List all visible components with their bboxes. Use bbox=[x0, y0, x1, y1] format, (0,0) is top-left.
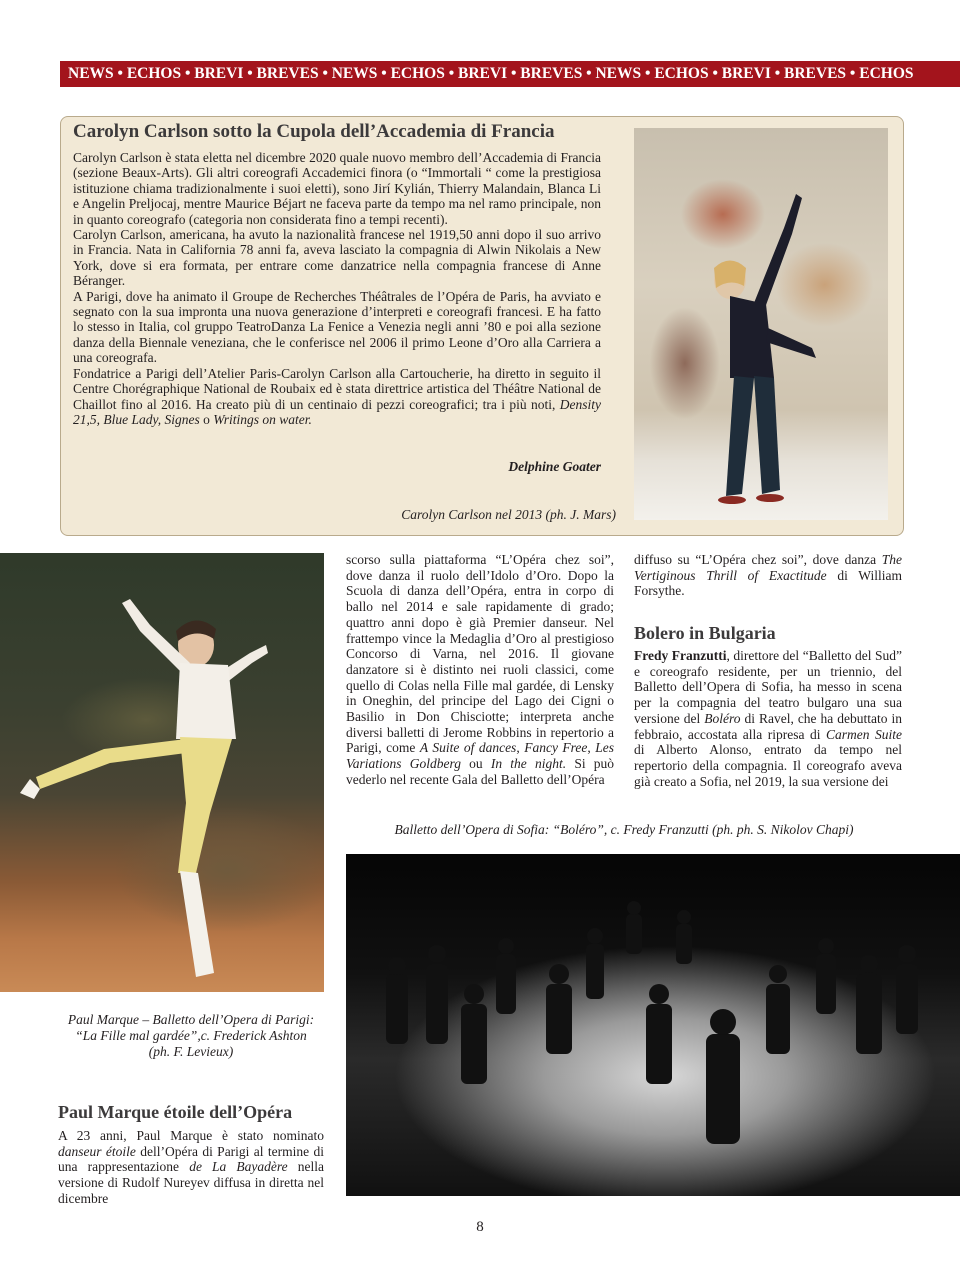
marque-cont-em2: Fancy Free bbox=[524, 740, 588, 756]
marque-cont2-text-b: di William Forsythe. bbox=[634, 567, 902, 599]
carlson-photo-caption: Carolyn Carlson nel 2013 (ph. J. Mars) bbox=[401, 507, 616, 522]
marque-cont-text-a: scorso sulla piattaforma “L’Opéra chez soi”, dove danza il ruolo dell’Idolo d’Oro. Dopo la Scuola di danza dell’Opéra, entra in corpo di ballo nel 2014 e sale rapidamente di grado; quattro anni dopo è già Premier danseur. Nel frattempo vince la Medaglia d’Oro al prestigioso Concorso di Varna, nel 2016. Il giovane danzatore si è distinto nei ruoli classici, come quello di Colas nella Fille mal gardée, di Lensky in Oneghin, del principe del Lago dei Cigni o Basilio in Don Chisciotte; interpreta anche diversi balletti di Jerome Robbins in repertorio a Parigi, come bbox=[346, 552, 614, 756]
bolero-text-b: di Ravel, che ha debuttato in febbraio, accostata alla ripresa di bbox=[634, 710, 903, 742]
marque-caption-line-2: “La Fille mal gardée”,c. Frederick Ashton bbox=[75, 1028, 307, 1043]
carlson-p4-work-last: Writings on water. bbox=[213, 411, 312, 427]
marque-intro-em1: danseur étoile bbox=[58, 1143, 136, 1159]
carlson-p4-text: Fondatrice a Parigi dell’Atelier Paris-Carolyn Carlson alla Cartoucherie, ha diretto in seguito il Centre Chorégraphique National de Roubaix ed è stata direttrice artistica del Théâtre National de Chaillot fino al 2016. Ha creato più di un centinaio di pezzi coreografici; tra i più noti, bbox=[73, 365, 601, 412]
carlson-dancer-figure bbox=[634, 128, 888, 520]
marque-cont-text-b: Si può vederlo nel recente Gala del Balletto dell’Opéra bbox=[346, 756, 615, 787]
carlson-p4-works: Density 21,5, Blue Lady, Signes bbox=[73, 396, 602, 427]
bolero-em2: Carmen Suite bbox=[826, 726, 903, 742]
bolero-text-a: , direttore del “Balletto del Sud” e coreografo residente, per un triennio, del Balletto dell’Opera di Sofia, ha messo in scena per la compagnia del teatro bulgaro una sua versione del bbox=[634, 648, 902, 726]
marque-dancer-figure bbox=[0, 553, 324, 992]
marque-cont-ou: ou bbox=[469, 756, 483, 772]
marque-intro-b: dell’Opéra di Parigi al termine di una rappresentazione bbox=[58, 1143, 324, 1175]
carlson-p4-or: o bbox=[203, 411, 210, 427]
carlson-photo bbox=[634, 128, 888, 520]
marque-cont-em4: In the night. bbox=[490, 756, 567, 772]
carlson-paragraph-2: Carolyn Carlson, americana, ha avuto la nazionalità francese nel 1919,50 anni dopo il suo arrivo in Francia. Nata in California 78 anni fa, aveva lasciato la compagnia di Alwin Nikolais a New York, dove si era formata, per entrare come danzatrice nella compagnia francese di Anne Béranger. bbox=[73, 227, 601, 289]
marque-article-title: Paul Marque étoile dell’Opéra bbox=[58, 1102, 293, 1122]
marque-cont-em1: A Suite of dances bbox=[419, 740, 517, 756]
marque-cont2-text-a: diffuso su “L’Opéra chez soi”, dove danza bbox=[634, 552, 877, 567]
marque-caption-line-1: Paul Marque – Balletto dell’Opera di Parigi: bbox=[67, 1012, 315, 1027]
marque-cont-em3: Les Variations Goldberg bbox=[346, 740, 615, 772]
bolero-text-c: di Alberto Alonso, entrato da tempo nel repertorio della compagnia. Il coreografo aveva già creato a Sofia, nel 2019, la sua versione dei bbox=[634, 742, 902, 789]
marque-photo bbox=[0, 553, 324, 992]
marque-cont2-em: The Vertiginous Thrill of Exactitude bbox=[634, 552, 902, 583]
page-number: 8 bbox=[476, 1219, 484, 1235]
carlson-paragraph-1: Carolyn Carlson è stata eletta nel dicembre 2020 quale nuovo membro dell’Accademia di Francia (sezione Beaux-Arts). Gli altri coreografi Accademici finora (o “Immortali “ come la prestigiosa istituzione chiama tradizionalmente i suoi eletti), sono Jirí Kylián, Thierry Malandain, Blanca Li e Angelin Preljocaj, mentre Maurice Béjart ne faceva parte da tempo ma nel ramo principale, non in quanto coreografo (categoria non considerata fino a tempi recenti). bbox=[73, 150, 601, 227]
marque-caption-line-3: (ph. F. Levieux) bbox=[148, 1044, 234, 1059]
bolero-photo bbox=[346, 854, 960, 1196]
marque-article-intro bbox=[58, 1128, 324, 1207]
marque-intro-c: nella versione di Rudolf Nureyev diffusa in diretta nel dicembre bbox=[58, 1159, 325, 1206]
marque-intro-a: A 23 anni, Paul Marque è stato nominato bbox=[58, 1128, 324, 1143]
marque-article-end bbox=[634, 552, 902, 599]
carlson-paragraph-4 bbox=[73, 366, 601, 428]
bolero-article-body bbox=[634, 648, 902, 789]
bolero-author-name: Fredy Franzutti bbox=[634, 648, 727, 663]
carlson-paragraph-3: A Parigi, dove ha animato il Groupe de Recherches Théâtrales de l’Opéra de Paris, ha avviato e segnato con la sua impronta una nuova generazione d’interpreti e coreografi francesi. E ha fatto lo stesso in Italia, col gruppo TeatroDanza La Fenice a Venezia negli anni ’80 e poi alla sezione danza della Biennale veneziana, che le conferisce nel 2006 il primo Leone d’Oro alla Carriera a una coreografa. bbox=[73, 288, 601, 366]
marque-photo-caption bbox=[58, 1012, 324, 1060]
carlson-article-body bbox=[73, 150, 601, 427]
marque-article-continued: scorso sulla piattaforma “L’Opéra chez soi”, dove danza il ruolo dell’Idolo d’Oro. Dopo la Scuola di danza dell’Opéra, entra in corpo di ballo nel 2014 e sale rapidamente di grado; quattro anni dopo è già Premier danseur. Nel frattempo vince la Medaglia d’Oro al prestigioso Concorso di Varna, nel 2016. Il giovane danzatore si è distinto nei ruoli classici, come quello di Colas nella Fille mal gardée, di Lensky in Oneghin, del principe del Lago dei Cigni o Basilio in Don Chisciotte; interpreta anche diversi balletti di Jerome Robbins in repertorio a Parigi, come A Suite of dances, Fancy Free, Les Variations Goldberg ou In the night. Si può vederlo nel recente Gala del Balletto dell’Opéra bbox=[346, 552, 615, 787]
bolero-photo-caption: Balletto dell’Opera di Sofia: “Boléro”, c. Fredy Franzutti (ph. ph. S. Nikolov Chapi) bbox=[394, 822, 854, 837]
carlson-signature: Delphine Goater bbox=[508, 459, 601, 474]
marque-intro-em2: de La Bayadère bbox=[189, 1159, 288, 1175]
bolero-article-title: Bolero in Bulgaria bbox=[634, 623, 776, 643]
bolero-dancers-group bbox=[346, 854, 960, 1196]
banner-text: NEWS • ECHOS • BREVI • BREVES • NEWS • ECHOS • BREVI • BREVES • NEWS • ECHOS • BREVI • BREVES • ECHOS bbox=[68, 65, 914, 82]
carlson-article-title: Carolyn Carlson sotto la Cupola dell’Accademia di Francia bbox=[73, 121, 555, 142]
section-banner bbox=[60, 61, 960, 87]
bolero-em1: Boléro bbox=[704, 710, 741, 726]
